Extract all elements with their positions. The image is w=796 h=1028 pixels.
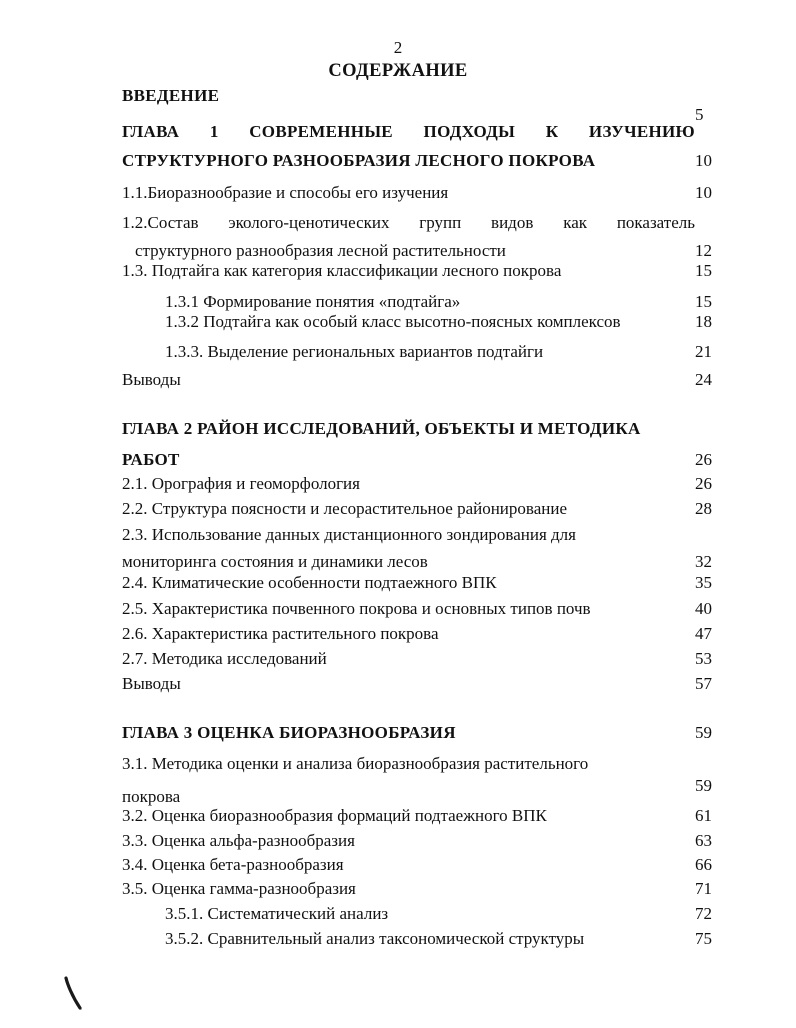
toc-label: 3.1. Методика оценки и анализа биоразнообразия растительного	[122, 754, 589, 773]
toc-page-number: 15	[695, 261, 712, 280]
toc-label: 2.1. Орография и геоморфология	[122, 474, 360, 493]
toc-page-number: 61	[695, 806, 712, 825]
toc-label: 2.7. Методика исследований	[122, 649, 327, 668]
toc-page-number: 72	[695, 904, 712, 923]
toc-page-number: 28	[695, 499, 712, 518]
pen-stroke-icon	[64, 976, 86, 1010]
page-title: СОДЕРЖАНИЕ	[328, 61, 468, 81]
toc-label: мониторинга состояния и динамики лесов	[122, 552, 428, 571]
toc-label: 2.3. Использование данных дистанционного зондирования для	[122, 525, 576, 544]
toc-label: 1.1.Биоразнообразие и способы его изучения	[122, 183, 449, 202]
toc-page-number: 66	[695, 855, 712, 874]
toc-label: 3.5.2. Сравнительный анализ таксономической структуры	[165, 929, 585, 948]
toc-page-number: 26	[695, 474, 712, 493]
toc-page-number: 26	[695, 450, 712, 469]
toc-label: 2.2. Структура поясности и лесорастительное районирование	[122, 499, 567, 518]
toc-page-number: 59	[695, 723, 712, 742]
toc-label: ГЛАВА 1 СОВРЕМЕННЫЕ ПОДХОДЫ К ИЗУЧЕНИЮ	[122, 122, 695, 141]
toc-label: 2.6. Характеристика растительного покрова	[122, 624, 439, 643]
toc-page-number: 57	[695, 674, 712, 693]
toc-label: 3.5. Оценка гамма-разнообразия	[122, 879, 356, 898]
toc-label: 1.3.3. Выделение региональных вариантов подтайги	[165, 342, 544, 361]
toc-label: 3.4. Оценка бета-разнообразия	[122, 855, 344, 874]
toc-page-number: 21	[695, 342, 712, 361]
toc-label: ГЛАВА 3 ОЦЕНКА БИОРАЗНООБРАЗИЯ	[122, 723, 456, 742]
toc-page-number: 10	[695, 151, 712, 170]
toc-label: ГЛАВА 2 РАЙОН ИССЛЕДОВАНИЙ, ОБЪЕКТЫ И МЕТОДИКА	[122, 419, 641, 438]
toc-label: Выводы	[122, 370, 181, 389]
toc-label: 3.3. Оценка альфа-разнообразия	[122, 831, 355, 850]
toc-label: 1.3.2 Подтайга как особый класс высотно-поясных комплексов	[165, 312, 621, 331]
toc-page-number: 75	[695, 929, 712, 948]
toc-label: 3.2. Оценка биоразнообразия формаций подтаежного ВПК	[122, 806, 547, 825]
toc-label: Выводы	[122, 674, 181, 693]
toc-label: 1.3. Подтайга как категория классификации лесного покрова	[122, 261, 562, 280]
toc-page-number: 53	[695, 649, 712, 668]
toc-page-number: 24	[695, 370, 712, 389]
toc-label: структурного разнообразия лесной растительности	[135, 241, 506, 260]
page-folio-number: 2	[393, 38, 403, 57]
toc-page-number: 47	[695, 624, 712, 643]
toc-page-number: 63	[695, 831, 712, 850]
toc-label: 1.3.1 Формирование понятия «подтайга»	[165, 292, 461, 311]
toc-label: 3.5.1. Систематический анализ	[165, 904, 389, 923]
toc-page-number: 32	[695, 552, 712, 571]
toc-page-number: 35	[695, 573, 712, 592]
toc-label: РАБОТ	[122, 450, 180, 469]
toc-page-number: 10	[695, 183, 712, 202]
toc-label: 2.4. Климатические особенности подтаежного ВПК	[122, 573, 497, 592]
toc-label: ВВЕДЕНИЕ	[122, 86, 220, 105]
toc-page-number: 12	[695, 241, 712, 260]
toc-page-number: 5	[695, 105, 704, 124]
toc-label: покрова	[122, 787, 181, 806]
toc-page-number: 18	[695, 312, 712, 331]
toc-label: 2.5. Характеристика почвенного покрова и основных типов почв	[122, 599, 591, 618]
toc-page-number: 71	[695, 879, 712, 898]
toc-page-number: 59	[695, 776, 712, 795]
toc-page-number: 40	[695, 599, 712, 618]
toc-page-number: 15	[695, 292, 712, 311]
toc-label: 1.2.Состав эколого-ценотических групп видов как показатель	[122, 213, 695, 232]
toc-label: СТРУКТУРНОГО РАЗНООБРАЗИЯ ЛЕСНОГО ПОКРОВА	[122, 151, 596, 170]
